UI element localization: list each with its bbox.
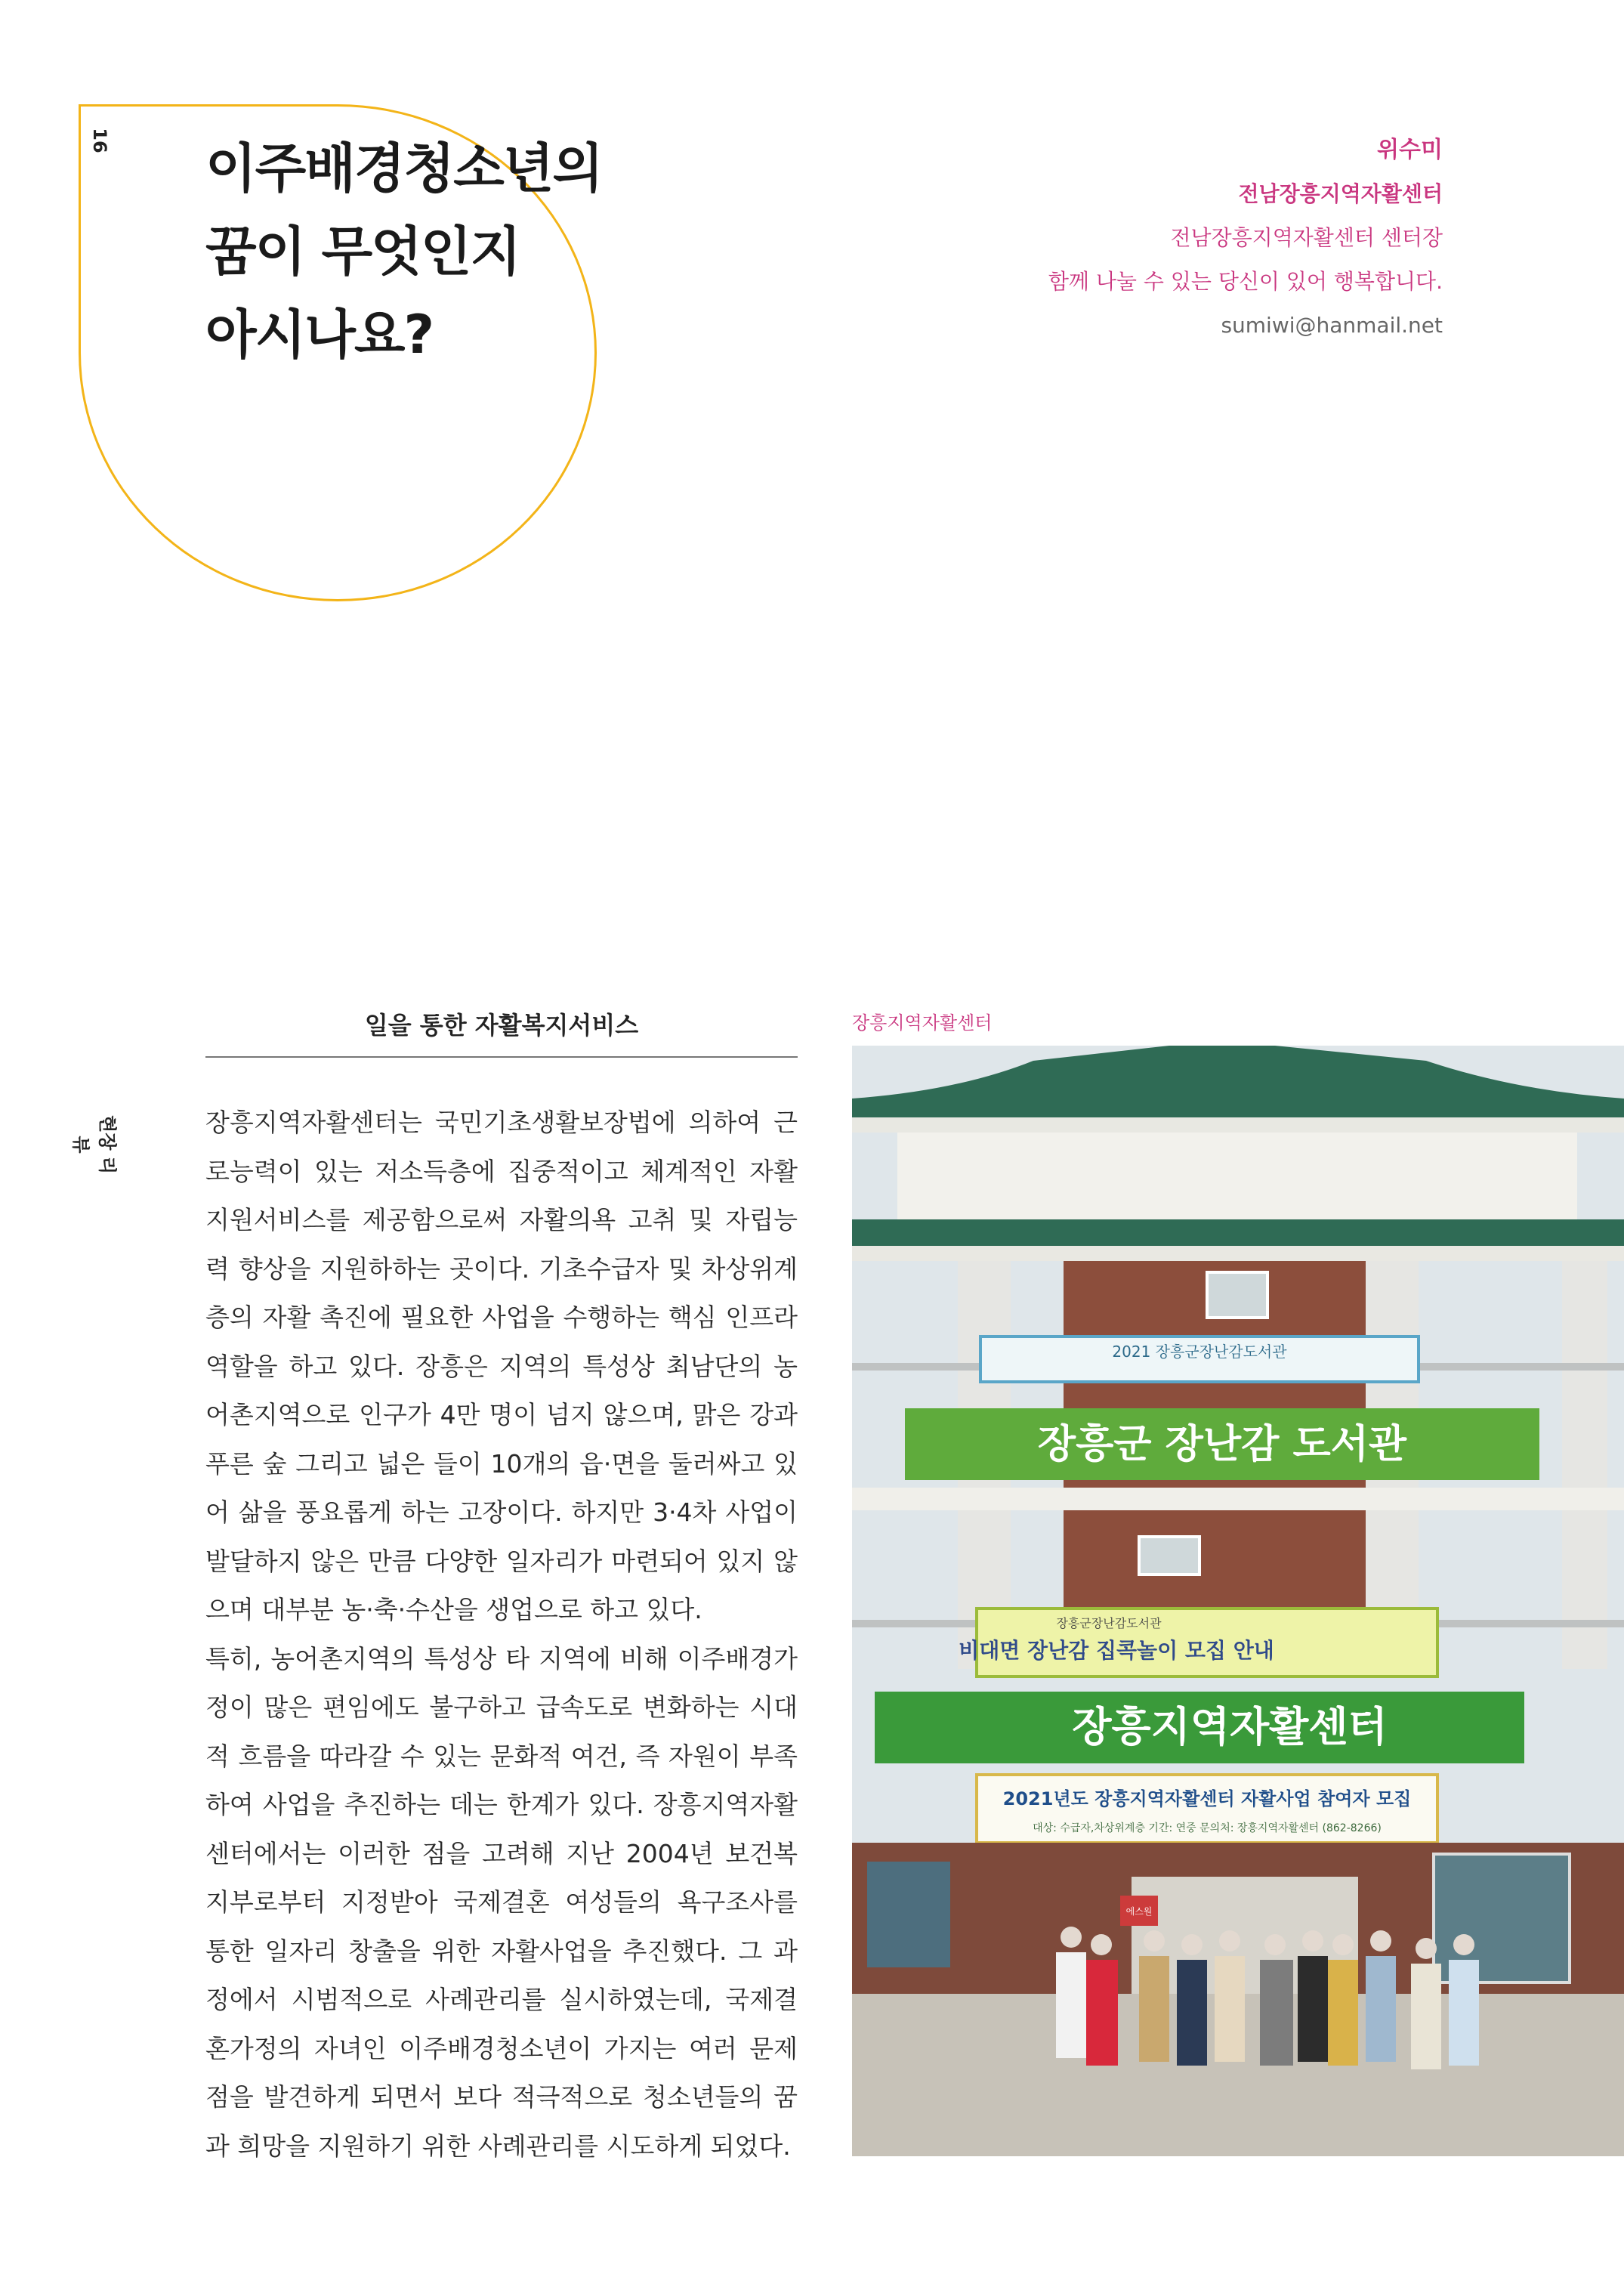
author-email: sumiwi@hanmail.net	[1221, 313, 1443, 338]
photo-sign-center: 장흥지역자활센터	[1072, 1703, 1388, 1751]
photo-exit-sign: 에스원	[1125, 1906, 1153, 1917]
section-side-label: 현장 리뷰	[70, 1115, 118, 1174]
section-heading: 일을 통한 자활복지서비스	[205, 1006, 798, 1058]
author-role: 전남장흥지역자활센터 센터장	[1170, 225, 1443, 250]
title-line-1: 이주배경청소년의	[205, 138, 602, 199]
author-motto: 함께 나눌 수 있는 당신이 있어 행복합니다.	[1048, 269, 1443, 294]
building-photo	[852, 1046, 1624, 2156]
paragraph-2: 특히, 농어촌지역의 특성상 타 지역에 비해 이주배경가정이 많은 편임에도 불구하고 급속도로 변화하는 시대적 흐름을 따라갈 수 있는 문화적 여건, 즉 자원이 부족하여 사업을 추진하는 데는 한계가 있다. 장흥지역자활센터에서는 이러한 점을 고려해 지난 2004년 보건복지부로부터 지정받아 국제결혼 여성들의 욕구조사를 통한 일자리 창출을 위한 자활사업을 추진했다. 그 과정에서 시범적으로 사례관리를 실시하였는데, 국제결혼가정의 자녀인 이주배경청소년이 가지는 여러 문제점을 발견하게 되면서 보다 적극적으로 청소년들의 꿈과 희망을 지원하기 위한 사례관리를 시도하게 되었다.	[205, 1643, 798, 2161]
photo-banner-middle-small: 장흥군장난감도서관	[1056, 1616, 1162, 1630]
page-title	[205, 127, 602, 376]
photo-banner-bottom-detail: 대상: 수급자,차상위계층 기간: 연중 문의처: 장흥지역자활센터 (862-8266)	[1033, 1822, 1382, 1834]
photo-sign-library: 장흥군 장난감 도서관	[1037, 1422, 1407, 1467]
title-line-3: 아시나요?	[205, 304, 434, 366]
article-body	[205, 1099, 798, 2171]
photo-banner-top: 2021 장흥군장난감도서관	[1112, 1343, 1287, 1361]
page-number: 16	[89, 128, 110, 153]
title-line-2: 꿈이 무엇인지	[205, 221, 520, 283]
photo-banner-middle: 비대면 장난감 집콕놀이 모집 안내	[959, 1638, 1274, 1663]
author-info	[1048, 128, 1443, 348]
author-name: 위수미	[1377, 137, 1443, 163]
author-organization: 전남장흥지역자활센터	[1238, 181, 1443, 206]
paragraph-1: 장흥지역자활센터는 국민기초생활보장법에 의하여 근로능력이 있는 저소득층에 집중적이고 체계적인 자활지원서비스를 제공함으로써 자활의욕 고취 및 자립능력 향상을 지원하하는 곳이다. 기초수급자 및 차상위계층의 자활 촉진에 필요한 사업을 수행하는 핵심 인프라 역할을 하고 있다. 장흥은 지역의 특성상 최남단의 농어촌지역으로 인구가 4만 명이 넘지 않으며, 맑은 강과 푸른 숲 그리고 넓은 들이 10개의 읍·면을 둘러싸고 있어 삶을 풍요롭게 하는 고장이다. 하지만 3·4차 사업이 발달하지 않은 만큼 다양한 일자리가 마련되어 있지 않으며 대부분 농·축·수산을 생업으로 하고 있다.	[205, 1108, 798, 1624]
photo-banner-bottom: 2021년도 장흥지역자활센터 자활사업 참여자 모집	[1002, 1788, 1412, 1809]
photo-caption: 장흥지역자활센터	[852, 1012, 993, 1034]
